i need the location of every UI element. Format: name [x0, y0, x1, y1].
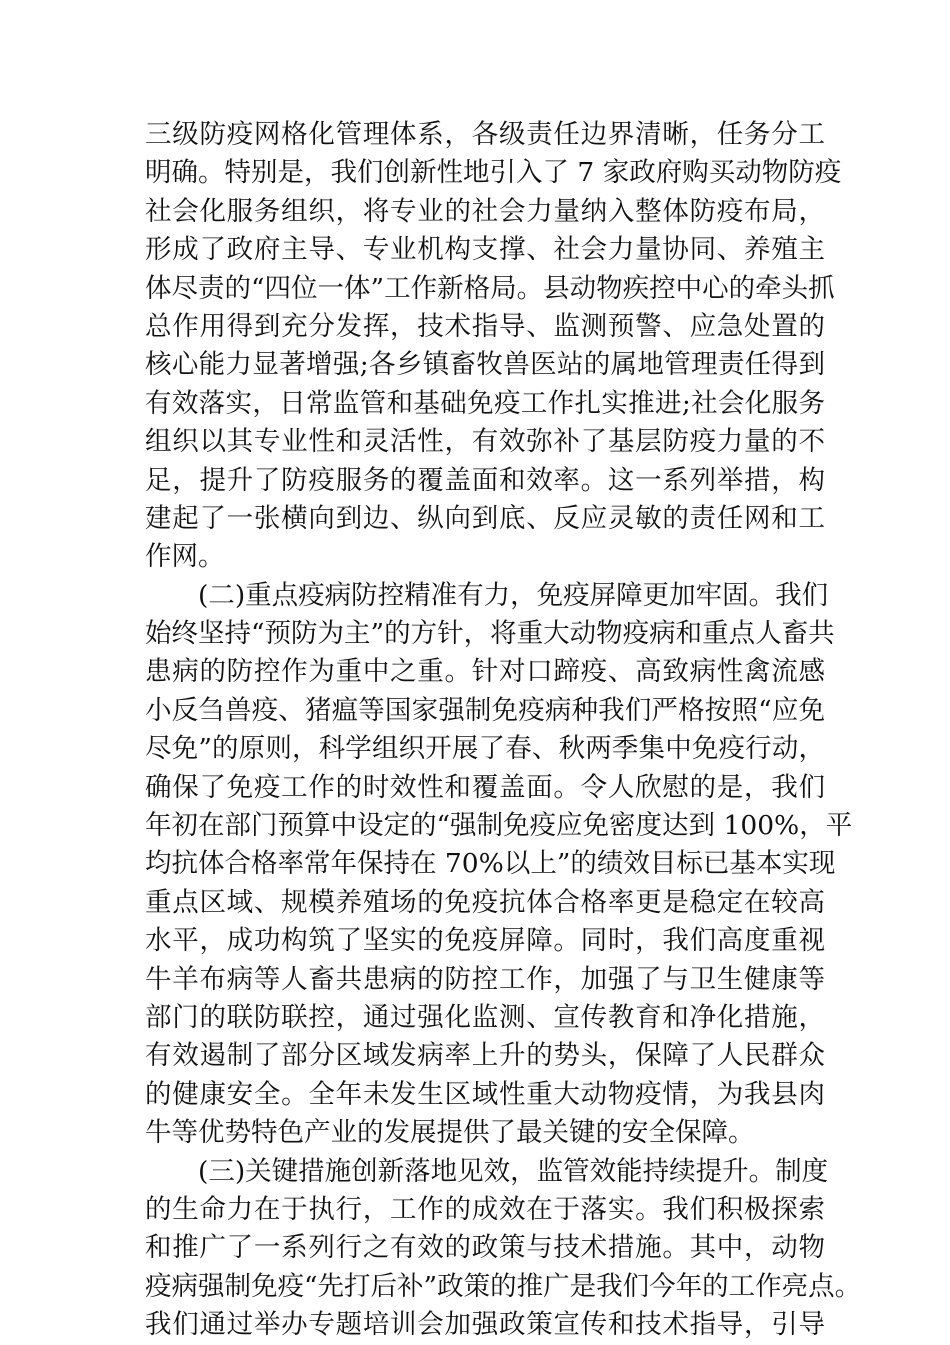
text-line: 年初在部门预算中设定的“强制免疫应免密度达到 100%，平 — [145, 810, 853, 842]
text-line: 水平，成功构筑了坚实的免疫屏障。同时，我们高度重视 — [145, 925, 825, 957]
text-line: 始终坚持“预防为主”的方针，将重大动物疫病和重点人畜共 — [145, 618, 835, 650]
text-line: 确保了免疫工作的时效性和覆盖面。令人欣慰的是，我们 — [145, 771, 825, 803]
text-line: 有效遏制了部分区域发病率上升的势头，保障了人民群众 — [145, 1040, 825, 1072]
text-line: 形成了政府主导、专业机构支撑、社会力量协同、养殖主 — [145, 234, 825, 266]
text-line: 部门的联防联控，通过强化监测、宣传教育和净化措施， — [145, 1001, 825, 1033]
text-line: 牛等优势特色产业的发展提供了最关键的安全保障。 — [145, 1117, 755, 1149]
text-line: 三级防疫网格化管理体系，各级责任边界清晰，任务分工 — [145, 119, 825, 150]
text-line: 明确。特别是，我们创新性地引入了 7 家政府购买动物防疫 — [145, 157, 842, 189]
text-line: 小反刍兽疫、猪瘟等国家强制免疫病种我们严格按照“应免 — [145, 694, 825, 726]
text-line: 重点区域、规模养殖场的免疫抗体合格率更是稳定在较高 — [145, 886, 825, 918]
text-line: 建起了一张横向到边、纵向到底、反应灵敏的责任网和工 — [145, 502, 825, 534]
text-line: 牛羊布病等人畜共患病的防控工作，加强了与卫生健康等 — [145, 963, 825, 995]
body-text — [145, 116, 862, 1345]
section-heading-line: (三)关键措施创新落地见效，监管效能持续提升。制度 — [198, 1155, 829, 1187]
text-line: 社会化服务组织，将专业的社会力量纳入整体防疫布局， — [145, 195, 825, 227]
text-line: 疫病强制免疫“先打后补”政策的推广是我们今年的工作亮点。 — [145, 1270, 862, 1302]
text-line: 总作用得到充分发挥，技术指导、监测预警、应急处置的 — [145, 310, 825, 342]
text-line: 我们通过举办专题培训会加强政策宣传和技术指导，引导 — [145, 1309, 825, 1341]
text-line: 体尽责的“四位一体”工作新格局。县动物疾控中心的牵头抓 — [145, 272, 835, 304]
text-line: 核心能力显著增强;各乡镇畜牧兽医站的属地管理责任得到 — [145, 349, 825, 381]
text-line: 尽免”的原则，科学组织开展了春、秋两季集中免疫行动， — [145, 733, 825, 765]
text-line: 和推广了一系列行之有效的政策与技术措施。其中，动物 — [145, 1232, 825, 1264]
text-line: 均抗体合格率常年保持在 70%以上”的绩效目标已基本实现 — [145, 848, 836, 880]
text-line: 组织以其专业性和灵活性，有效弥补了基层防疫力量的不 — [145, 426, 825, 458]
text-line: 足，提升了防疫服务的覆盖面和效率。这一系列举措，构 — [145, 464, 825, 496]
text-line: 的健康安全。全年未发生区域性重大动物疫情，为我县肉 — [145, 1078, 825, 1110]
text-line: 作网。 — [145, 541, 225, 573]
text-line: 患病的防控作为重中之重。针对口蹄疫、高致病性禽流感 — [145, 656, 825, 688]
text-line: 的生命力在于执行，工作的成效在于落实。我们积极探索 — [145, 1193, 825, 1225]
text-line: 有效落实，日常监管和基础免疫工作扎实推进;社会化服务 — [145, 387, 825, 419]
section-heading-line: (二)重点疫病防控精准有力，免疫屏障更加牢固。我们 — [198, 579, 829, 611]
